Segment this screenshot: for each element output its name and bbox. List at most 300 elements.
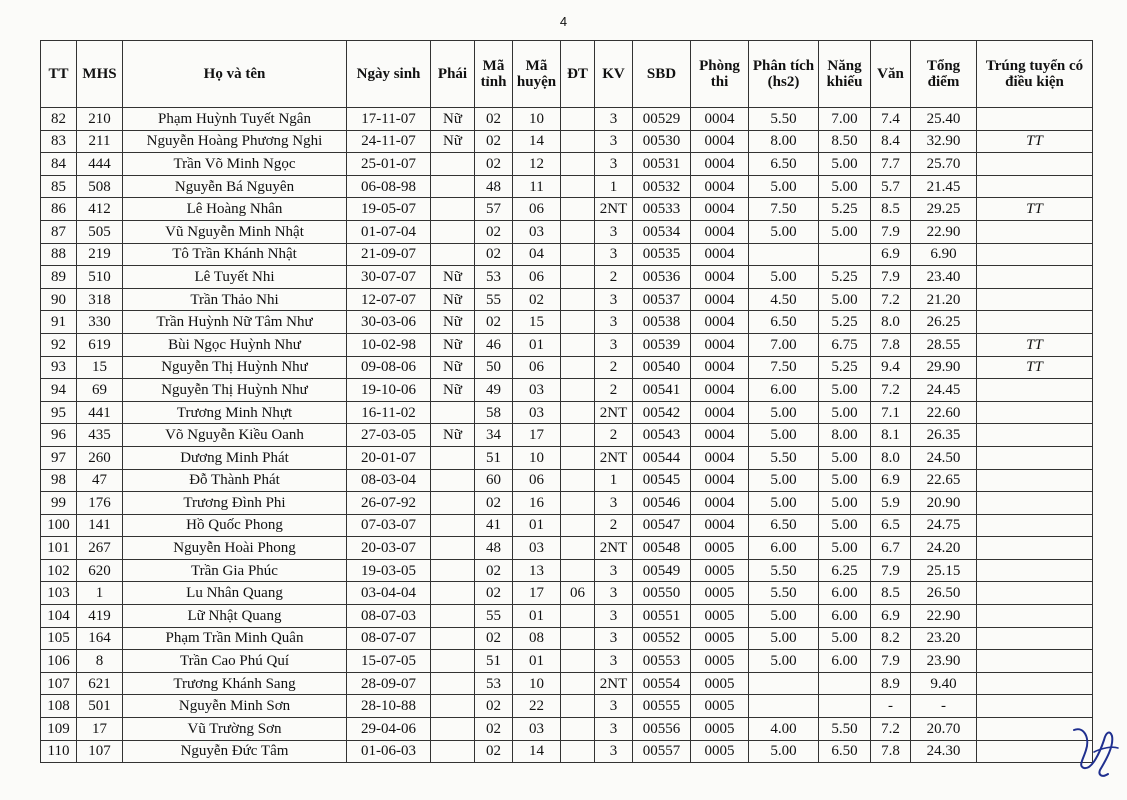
- cell-exam-room: 0004: [691, 108, 749, 131]
- cell-exam-room: 0005: [691, 627, 749, 650]
- cell-exam-room: 0004: [691, 446, 749, 469]
- cell-conditional-admission: [977, 582, 1093, 605]
- cell-literature-score: 7.2: [871, 718, 911, 741]
- cell-full-name: Trương Đình Phi: [123, 492, 347, 515]
- cell-area: 2: [595, 379, 633, 402]
- cell-analysis-score: 5.50: [749, 582, 819, 605]
- cell-area: 3: [595, 333, 633, 356]
- cell-aptitude-score: [819, 695, 871, 718]
- cell-total-score: 23.40: [911, 266, 977, 289]
- cell-area: 3: [595, 559, 633, 582]
- cell-total-score: 26.35: [911, 424, 977, 447]
- table-header-row: [41, 41, 1093, 108]
- cell-full-name: Phạm Trần Minh Quân: [123, 627, 347, 650]
- table-row: [41, 401, 1093, 424]
- cell-candidate-number: 00546: [633, 492, 691, 515]
- cell-district-code: 06: [513, 469, 561, 492]
- cell-province-code: 02: [475, 311, 513, 334]
- cell-student-id: 260: [77, 446, 123, 469]
- table-row: [41, 220, 1093, 243]
- cell-student-id: 219: [77, 243, 123, 266]
- cell-total-score: 25.15: [911, 559, 977, 582]
- cell-district-code: 01: [513, 605, 561, 628]
- cell-district-code: 10: [513, 672, 561, 695]
- cell-total-score: 22.90: [911, 605, 977, 628]
- cell-aptitude-score: 5.25: [819, 198, 871, 221]
- cell-gender: [431, 401, 475, 424]
- cell-row-number: 82: [41, 108, 77, 131]
- cell-student-id: 444: [77, 153, 123, 176]
- cell-gender: [431, 559, 475, 582]
- cell-analysis-score: 7.00: [749, 333, 819, 356]
- cell-priority-group: [561, 130, 595, 153]
- cell-gender: Nữ: [431, 266, 475, 289]
- cell-full-name: Nguyễn Thị Huỳnh Như: [123, 356, 347, 379]
- cell-province-code: 02: [475, 492, 513, 515]
- cell-student-id: 69: [77, 379, 123, 402]
- cell-candidate-number: 00536: [633, 266, 691, 289]
- cell-district-code: 10: [513, 108, 561, 131]
- page-number: 4: [559, 14, 568, 29]
- cell-literature-score: 8.5: [871, 198, 911, 221]
- cell-gender: Nữ: [431, 288, 475, 311]
- cell-province-code: 02: [475, 627, 513, 650]
- cell-district-code: 03: [513, 379, 561, 402]
- cell-student-id: 141: [77, 514, 123, 537]
- cell-area: 3: [595, 311, 633, 334]
- cell-area: 3: [595, 582, 633, 605]
- cell-student-id: 176: [77, 492, 123, 515]
- cell-row-number: 100: [41, 514, 77, 537]
- cell-row-number: 110: [41, 740, 77, 763]
- header-analysis-score: Phân tích (hs2): [749, 41, 819, 108]
- cell-priority-group: [561, 288, 595, 311]
- cell-total-score: 26.50: [911, 582, 977, 605]
- cell-province-code: 53: [475, 266, 513, 289]
- cell-candidate-number: 00538: [633, 311, 691, 334]
- cell-row-number: 101: [41, 537, 77, 560]
- cell-area: 3: [595, 605, 633, 628]
- cell-aptitude-score: 5.00: [819, 492, 871, 515]
- table-row: [41, 379, 1093, 402]
- cell-full-name: Nguyễn Thị Huỳnh Như: [123, 379, 347, 402]
- cell-priority-group: [561, 198, 595, 221]
- cell-literature-score: 7.4: [871, 108, 911, 131]
- cell-conditional-admission: TT: [977, 333, 1093, 356]
- cell-candidate-number: 00542: [633, 401, 691, 424]
- cell-exam-room: 0004: [691, 288, 749, 311]
- cell-full-name: Trương Khánh Sang: [123, 672, 347, 695]
- cell-student-id: 419: [77, 605, 123, 628]
- header-total-score: Tổng điểm: [911, 41, 977, 108]
- table-row: [41, 266, 1093, 289]
- cell-candidate-number: 00540: [633, 356, 691, 379]
- cell-literature-score: 6.7: [871, 537, 911, 560]
- cell-literature-score: 7.7: [871, 153, 911, 176]
- cell-full-name: Trương Minh Nhựt: [123, 401, 347, 424]
- cell-student-id: 47: [77, 469, 123, 492]
- cell-candidate-number: 00534: [633, 220, 691, 243]
- cell-full-name: Lê Hoàng Nhân: [123, 198, 347, 221]
- cell-total-score: 24.75: [911, 514, 977, 537]
- cell-aptitude-score: 7.00: [819, 108, 871, 131]
- cell-area: 2: [595, 266, 633, 289]
- cell-full-name: Hồ Quốc Phong: [123, 514, 347, 537]
- cell-area: 3: [595, 627, 633, 650]
- cell-exam-room: 0004: [691, 356, 749, 379]
- cell-candidate-number: 00541: [633, 379, 691, 402]
- cell-district-code: 03: [513, 220, 561, 243]
- cell-district-code: 14: [513, 740, 561, 763]
- cell-row-number: 86: [41, 198, 77, 221]
- cell-aptitude-score: 6.75: [819, 333, 871, 356]
- cell-gender: Nữ: [431, 108, 475, 131]
- cell-analysis-score: 6.00: [749, 379, 819, 402]
- cell-student-id: 619: [77, 333, 123, 356]
- cell-priority-group: [561, 379, 595, 402]
- cell-exam-room: 0004: [691, 266, 749, 289]
- results-table: [40, 40, 1093, 763]
- cell-total-score: 20.70: [911, 718, 977, 741]
- cell-gender: [431, 627, 475, 650]
- cell-date-of-birth: 12-07-07: [347, 288, 431, 311]
- cell-full-name: Trần Gia Phúc: [123, 559, 347, 582]
- cell-row-number: 95: [41, 401, 77, 424]
- cell-area: 2: [595, 356, 633, 379]
- cell-literature-score: 7.2: [871, 288, 911, 311]
- cell-area: 3: [595, 695, 633, 718]
- cell-total-score: 29.90: [911, 356, 977, 379]
- cell-province-code: 48: [475, 175, 513, 198]
- cell-full-name: Nguyễn Hoàng Phương Nghi: [123, 130, 347, 153]
- header-province-code: Mã tỉnh: [475, 41, 513, 108]
- table-row: [41, 356, 1093, 379]
- cell-student-id: 412: [77, 198, 123, 221]
- cell-literature-score: 6.9: [871, 243, 911, 266]
- cell-district-code: 22: [513, 695, 561, 718]
- cell-date-of-birth: 29-04-06: [347, 718, 431, 741]
- cell-row-number: 107: [41, 672, 77, 695]
- cell-candidate-number: 00555: [633, 695, 691, 718]
- cell-area: 3: [595, 718, 633, 741]
- cell-student-id: 17: [77, 718, 123, 741]
- cell-priority-group: [561, 175, 595, 198]
- cell-exam-room: 0004: [691, 514, 749, 537]
- cell-priority-group: [561, 718, 595, 741]
- cell-row-number: 104: [41, 605, 77, 628]
- cell-district-code: 06: [513, 266, 561, 289]
- cell-conditional-admission: [977, 695, 1093, 718]
- cell-aptitude-score: 5.25: [819, 311, 871, 334]
- cell-conditional-admission: [977, 424, 1093, 447]
- header-literature-score: Văn: [871, 41, 911, 108]
- table-row: [41, 108, 1093, 131]
- cell-total-score: 26.25: [911, 311, 977, 334]
- cell-conditional-admission: [977, 672, 1093, 695]
- table-row: [41, 514, 1093, 537]
- table-row: [41, 537, 1093, 560]
- cell-total-score: 29.25: [911, 198, 977, 221]
- cell-gender: [431, 605, 475, 628]
- cell-area: 2: [595, 514, 633, 537]
- cell-district-code: 01: [513, 514, 561, 537]
- cell-gender: [431, 175, 475, 198]
- cell-exam-room: 0004: [691, 175, 749, 198]
- cell-area: 3: [595, 650, 633, 673]
- cell-student-id: 15: [77, 356, 123, 379]
- cell-literature-score: 5.9: [871, 492, 911, 515]
- cell-conditional-admission: [977, 243, 1093, 266]
- cell-area: 3: [595, 220, 633, 243]
- cell-conditional-admission: [977, 175, 1093, 198]
- cell-analysis-score: 7.50: [749, 198, 819, 221]
- cell-analysis-score: 7.50: [749, 356, 819, 379]
- cell-aptitude-score: 5.00: [819, 175, 871, 198]
- cell-exam-room: 0005: [691, 605, 749, 628]
- cell-district-code: 01: [513, 650, 561, 673]
- cell-priority-group: [561, 627, 595, 650]
- cell-conditional-admission: TT: [977, 356, 1093, 379]
- cell-full-name: Nguyễn Hoài Phong: [123, 537, 347, 560]
- cell-analysis-score: 6.50: [749, 153, 819, 176]
- cell-conditional-admission: [977, 446, 1093, 469]
- cell-priority-group: [561, 220, 595, 243]
- cell-area: 1: [595, 175, 633, 198]
- cell-full-name: Tô Trần Khánh Nhật: [123, 243, 347, 266]
- cell-priority-group: [561, 446, 595, 469]
- table-row: [41, 559, 1093, 582]
- cell-province-code: 55: [475, 605, 513, 628]
- cell-analysis-score: 5.50: [749, 446, 819, 469]
- cell-province-code: 60: [475, 469, 513, 492]
- cell-conditional-admission: [977, 469, 1093, 492]
- cell-date-of-birth: 28-10-88: [347, 695, 431, 718]
- cell-row-number: 109: [41, 718, 77, 741]
- cell-date-of-birth: 16-11-02: [347, 401, 431, 424]
- cell-gender: [431, 446, 475, 469]
- cell-exam-room: 0004: [691, 401, 749, 424]
- cell-priority-group: [561, 605, 595, 628]
- cell-province-code: 02: [475, 108, 513, 131]
- table-row: [41, 130, 1093, 153]
- cell-full-name: Trần Huỳnh Nữ Tâm Như: [123, 311, 347, 334]
- cell-aptitude-score: 8.00: [819, 424, 871, 447]
- cell-row-number: 106: [41, 650, 77, 673]
- cell-row-number: 90: [41, 288, 77, 311]
- cell-conditional-admission: [977, 492, 1093, 515]
- cell-province-code: 51: [475, 650, 513, 673]
- cell-student-id: 8: [77, 650, 123, 673]
- cell-date-of-birth: 06-08-98: [347, 175, 431, 198]
- cell-district-code: 06: [513, 356, 561, 379]
- cell-analysis-score: 5.00: [749, 650, 819, 673]
- cell-gender: Nữ: [431, 356, 475, 379]
- cell-exam-room: 0004: [691, 130, 749, 153]
- cell-literature-score: 9.4: [871, 356, 911, 379]
- cell-literature-score: 7.9: [871, 220, 911, 243]
- table-row: [41, 446, 1093, 469]
- cell-total-score: 23.90: [911, 650, 977, 673]
- cell-total-score: 28.55: [911, 333, 977, 356]
- cell-student-id: 330: [77, 311, 123, 334]
- cell-gender: Nữ: [431, 333, 475, 356]
- cell-district-code: 15: [513, 311, 561, 334]
- cell-full-name: Vũ Nguyễn Minh Nhật: [123, 220, 347, 243]
- cell-gender: [431, 492, 475, 515]
- cell-aptitude-score: 8.50: [819, 130, 871, 153]
- cell-full-name: Đỗ Thành Phát: [123, 469, 347, 492]
- cell-province-code: 02: [475, 559, 513, 582]
- cell-literature-score: 8.4: [871, 130, 911, 153]
- table-row: [41, 492, 1093, 515]
- cell-date-of-birth: 19-10-06: [347, 379, 431, 402]
- cell-analysis-score: 5.00: [749, 605, 819, 628]
- cell-priority-group: [561, 401, 595, 424]
- cell-analysis-score: 4.00: [749, 718, 819, 741]
- cell-row-number: 85: [41, 175, 77, 198]
- cell-priority-group: [561, 514, 595, 537]
- cell-date-of-birth: 24-11-07: [347, 130, 431, 153]
- cell-candidate-number: 00557: [633, 740, 691, 763]
- cell-total-score: 6.90: [911, 243, 977, 266]
- cell-analysis-score: 5.00: [749, 266, 819, 289]
- cell-full-name: Lu Nhân Quang: [123, 582, 347, 605]
- header-district-code: Mã huyện: [513, 41, 561, 108]
- cell-exam-room: 0004: [691, 220, 749, 243]
- cell-candidate-number: 00529: [633, 108, 691, 131]
- cell-student-id: 441: [77, 401, 123, 424]
- cell-province-code: 02: [475, 718, 513, 741]
- cell-date-of-birth: 26-07-92: [347, 492, 431, 515]
- cell-priority-group: [561, 672, 595, 695]
- cell-total-score: 24.20: [911, 537, 977, 560]
- cell-aptitude-score: 5.00: [819, 379, 871, 402]
- cell-date-of-birth: 25-01-07: [347, 153, 431, 176]
- cell-province-code: 02: [475, 153, 513, 176]
- cell-analysis-score: 6.50: [749, 514, 819, 537]
- cell-literature-score: 8.0: [871, 446, 911, 469]
- cell-candidate-number: 00543: [633, 424, 691, 447]
- cell-student-id: 211: [77, 130, 123, 153]
- cell-priority-group: [561, 740, 595, 763]
- cell-district-code: 03: [513, 718, 561, 741]
- cell-row-number: 94: [41, 379, 77, 402]
- cell-priority-group: [561, 492, 595, 515]
- cell-aptitude-score: 6.00: [819, 605, 871, 628]
- cell-priority-group: [561, 356, 595, 379]
- cell-candidate-number: 00532: [633, 175, 691, 198]
- cell-total-score: 22.90: [911, 220, 977, 243]
- cell-candidate-number: 00554: [633, 672, 691, 695]
- cell-conditional-admission: [977, 559, 1093, 582]
- cell-priority-group: [561, 695, 595, 718]
- cell-date-of-birth: 20-01-07: [347, 446, 431, 469]
- cell-aptitude-score: [819, 243, 871, 266]
- header-gender: Phái: [431, 41, 475, 108]
- cell-district-code: 17: [513, 424, 561, 447]
- cell-district-code: 16: [513, 492, 561, 515]
- table-row: [41, 153, 1093, 176]
- cell-exam-room: 0005: [691, 582, 749, 605]
- cell-area: 3: [595, 108, 633, 131]
- cell-priority-group: 06: [561, 582, 595, 605]
- cell-exam-room: 0004: [691, 198, 749, 221]
- table-row: [41, 175, 1093, 198]
- cell-aptitude-score: 5.00: [819, 469, 871, 492]
- cell-priority-group: [561, 311, 595, 334]
- cell-candidate-number: 00539: [633, 333, 691, 356]
- cell-row-number: 83: [41, 130, 77, 153]
- cell-aptitude-score: 5.25: [819, 356, 871, 379]
- cell-exam-room: 0005: [691, 718, 749, 741]
- cell-area: 2NT: [595, 198, 633, 221]
- cell-conditional-admission: [977, 605, 1093, 628]
- cell-gender: [431, 198, 475, 221]
- cell-district-code: 08: [513, 627, 561, 650]
- cell-row-number: 87: [41, 220, 77, 243]
- cell-candidate-number: 00550: [633, 582, 691, 605]
- cell-student-id: 107: [77, 740, 123, 763]
- cell-aptitude-score: 5.00: [819, 446, 871, 469]
- cell-district-code: 14: [513, 130, 561, 153]
- cell-literature-score: 7.8: [871, 333, 911, 356]
- cell-date-of-birth: 07-03-07: [347, 514, 431, 537]
- cell-gender: [431, 672, 475, 695]
- cell-full-name: Dương Minh Phát: [123, 446, 347, 469]
- cell-student-id: 510: [77, 266, 123, 289]
- cell-literature-score: 7.2: [871, 379, 911, 402]
- cell-analysis-score: 5.00: [749, 424, 819, 447]
- cell-aptitude-score: 6.00: [819, 650, 871, 673]
- cell-date-of-birth: 19-03-05: [347, 559, 431, 582]
- cell-gender: Nữ: [431, 311, 475, 334]
- cell-student-id: 267: [77, 537, 123, 560]
- cell-date-of-birth: 08-03-04: [347, 469, 431, 492]
- cell-full-name: Vũ Trường Sơn: [123, 718, 347, 741]
- cell-priority-group: [561, 650, 595, 673]
- cell-gender: [431, 469, 475, 492]
- cell-conditional-admission: [977, 311, 1093, 334]
- cell-conditional-admission: [977, 401, 1093, 424]
- cell-district-code: 01: [513, 333, 561, 356]
- header-mhs: MHS: [77, 41, 123, 108]
- cell-area: 3: [595, 153, 633, 176]
- cell-gender: [431, 740, 475, 763]
- cell-total-score: 22.60: [911, 401, 977, 424]
- cell-student-id: 1: [77, 582, 123, 605]
- cell-date-of-birth: 30-03-06: [347, 311, 431, 334]
- cell-student-id: 435: [77, 424, 123, 447]
- cell-analysis-score: [749, 695, 819, 718]
- cell-row-number: 98: [41, 469, 77, 492]
- cell-row-number: 92: [41, 333, 77, 356]
- cell-candidate-number: 00547: [633, 514, 691, 537]
- table-row: [41, 288, 1093, 311]
- cell-analysis-score: 5.50: [749, 559, 819, 582]
- cell-analysis-score: 5.50: [749, 108, 819, 131]
- cell-aptitude-score: 5.00: [819, 627, 871, 650]
- cell-literature-score: 8.9: [871, 672, 911, 695]
- cell-aptitude-score: 5.00: [819, 220, 871, 243]
- cell-conditional-admission: [977, 108, 1093, 131]
- cell-aptitude-score: 6.50: [819, 740, 871, 763]
- cell-gender: [431, 537, 475, 560]
- cell-conditional-admission: [977, 288, 1093, 311]
- cell-row-number: 91: [41, 311, 77, 334]
- cell-exam-room: 0004: [691, 311, 749, 334]
- cell-conditional-admission: [977, 220, 1093, 243]
- cell-row-number: 88: [41, 243, 77, 266]
